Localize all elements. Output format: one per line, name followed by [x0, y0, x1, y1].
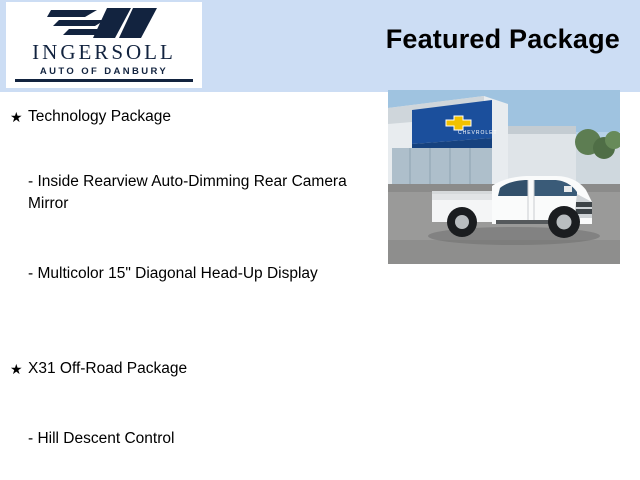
page-title: Featured Package [385, 24, 620, 54]
list-item [10, 106, 380, 128]
logo-wordmark: INGERSOLL [32, 40, 176, 64]
feature-hill-descent-control: - Hill Descent Control [28, 430, 175, 447]
star-icon: ★ [10, 109, 23, 125]
vehicle-photo [388, 90, 620, 264]
dealer-logo [6, 2, 202, 88]
package-name-technology: Technology Package [28, 108, 172, 125]
star-icon: ★ [10, 361, 23, 377]
list-item [10, 358, 380, 380]
svg-text:CHEVROLET: CHEVROLET [458, 130, 498, 136]
ingersoll-double-arrow-logo-icon [45, 6, 163, 40]
logo-subtitle: AUTO OF DANBURY [39, 66, 169, 77]
feature-head-up-display: - Multicolor 15" Diagonal Head-Up Display [28, 265, 318, 282]
package-name-x31: X31 Off-Road Package [28, 360, 188, 377]
logo-divider [15, 79, 193, 82]
slide-header [0, 0, 640, 92]
feature-rear-camera-mirror: - Inside Rearview Auto-Dimming Rear Camera Mirror [28, 173, 347, 212]
